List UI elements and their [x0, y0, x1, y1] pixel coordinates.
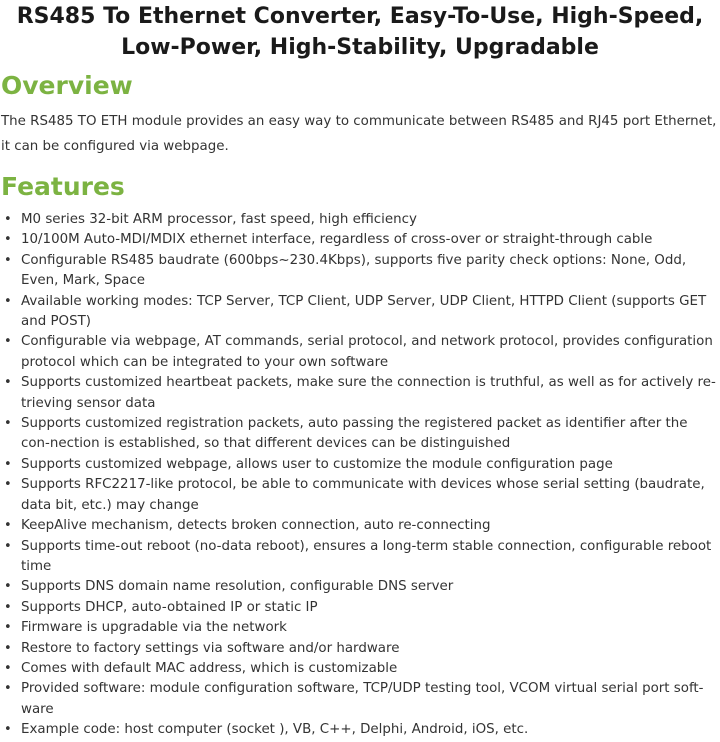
- overview-text: The RS485 TO ETH module provides an easy way to communicate between RS485 and RJ45 port Ethernet, it can be configured via webpage.: [1, 114, 717, 154]
- bullet-icon: •: [4, 599, 12, 615]
- feature-item-text: Available working modes: TCP Server, TCP Client, UDP Server, UDP Client, HTTPD Client (supports GET and POST): [21, 293, 707, 330]
- bullet-icon: •: [4, 640, 12, 656]
- feature-item: [0, 292, 720, 333]
- features-list: [0, 210, 720, 741]
- feature-item-text: KeepAlive mechanism, detects broken connection, auto re-connecting: [21, 518, 491, 534]
- feature-item-text: Supports DHCP, auto-obtained IP or static IP: [21, 599, 318, 615]
- feature-item-text: Provided software: module configuration software, TCP/UDP testing tool, VCOM virtual serial port soft-ware: [21, 681, 704, 717]
- feature-item: [0, 251, 720, 292]
- bullet-icon: •: [4, 538, 12, 554]
- bullet-icon: •: [4, 620, 12, 636]
- feature-item-text: 10/100M Auto-MDI/MDIX ethernet interface, regardless of cross-over or straight-through cable: [21, 232, 653, 248]
- feature-item: [0, 679, 720, 720]
- feature-item-text: Firmware is upgradable via the network: [21, 620, 287, 636]
- feature-item: [0, 577, 720, 597]
- feature-item-text: Supports customized heartbeat packets, make sure the connection is truthful, as well as for actively re-trieving sensor data: [21, 375, 716, 411]
- feature-item: [0, 516, 720, 536]
- feature-item: [0, 720, 720, 740]
- page-title: [0, 1, 720, 63]
- bullet-icon: •: [4, 375, 12, 391]
- feature-item: [0, 455, 720, 475]
- feature-item-text: Supports DNS domain name resolution, configurable DNS server: [21, 579, 454, 595]
- feature-item-text: Restore to factory settings via software and/or hardware: [21, 640, 400, 656]
- feature-item: [0, 598, 720, 618]
- features-heading: Features: [1, 172, 125, 201]
- page-title-line-1: RS485 To Ethernet Converter, Easy-To-Use, High-Speed,: [16, 4, 704, 29]
- page-title-line-2: Low-Power, High-Stability, Upgradable: [121, 35, 599, 60]
- feature-item-text: Comes with default MAC address, which is customizable: [21, 660, 398, 676]
- bullet-icon: •: [4, 232, 12, 248]
- feature-item: [0, 659, 720, 679]
- feature-item-text: M0 series 32-bit ARM processor, fast speed, high efficiency: [21, 212, 417, 227]
- bullet-icon: •: [4, 579, 12, 595]
- feature-item-text: Example code: host computer (socket ), VB, C++, Delphi, Android, iOS, etc.: [21, 722, 529, 738]
- feature-item-text: Configurable RS485 baudrate (600bps~230.4Kbps), supports five parity check options: None, Odd, Even, Mark, Space: [21, 252, 687, 289]
- feature-item: [0, 639, 720, 659]
- feature-item: [0, 332, 720, 373]
- bullet-icon: •: [4, 518, 12, 534]
- bullet-icon: •: [4, 293, 12, 309]
- feature-item-text: Supports RFC2217-like protocol, be able to communicate with devices whose serial setting (baudrate, data bit, etc.) may change: [21, 477, 705, 513]
- bullet-icon: •: [4, 212, 12, 227]
- feature-item: [0, 618, 720, 638]
- bullet-icon: •: [4, 252, 12, 268]
- feature-item-text: Supports customized registration packets, auto passing the registered packet as identifier after the con-nection is established, so that different devices can be distinguished: [21, 416, 688, 452]
- feature-item: [0, 373, 720, 414]
- feature-item: [0, 414, 720, 455]
- bullet-icon: •: [4, 722, 12, 738]
- bullet-icon: •: [4, 456, 12, 472]
- feature-item-text: Configurable via webpage, AT commands, serial protocol, and network protocol, provides configuration protocol which can be integrated to your own software: [21, 334, 713, 370]
- feature-item: [0, 230, 720, 250]
- bullet-icon: •: [4, 334, 12, 350]
- overview-heading: Overview: [1, 71, 133, 100]
- feature-item: [0, 210, 720, 230]
- feature-item: [0, 537, 720, 578]
- feature-item-text: Supports customized webpage, allows user to customize the module configuration page: [21, 456, 613, 472]
- bullet-icon: •: [4, 681, 12, 697]
- bullet-icon: •: [4, 416, 12, 432]
- feature-item-text: Supports time-out reboot (no-data reboot), ensures a long-term stable connection, configurable reboot time: [21, 538, 712, 574]
- bullet-icon: •: [4, 477, 12, 493]
- feature-item: [0, 475, 720, 516]
- bullet-icon: •: [4, 660, 12, 676]
